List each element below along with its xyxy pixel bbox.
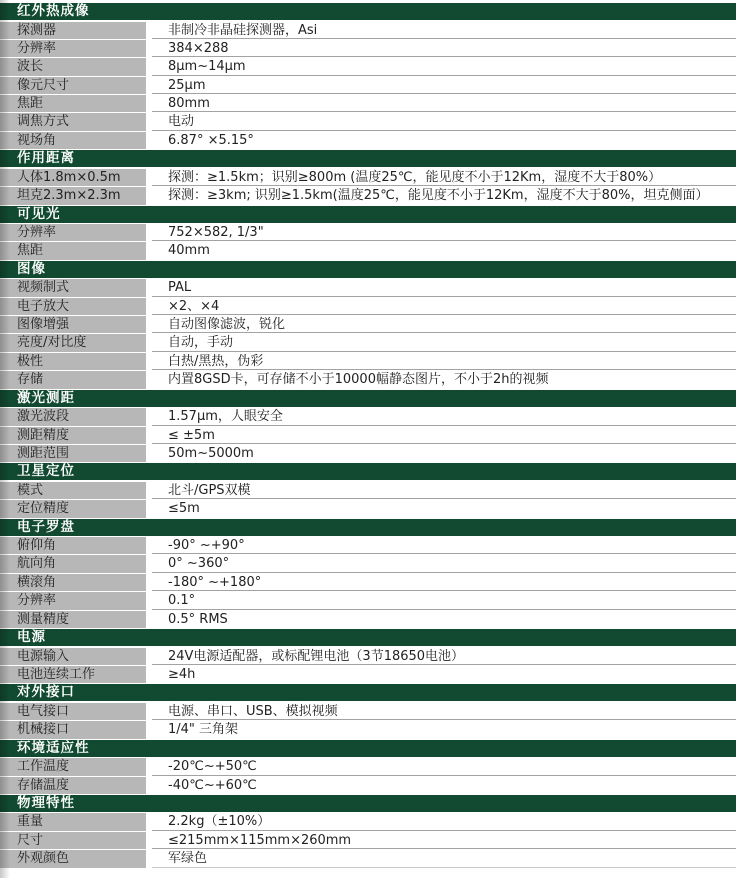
spec-label: 外观颜色 xyxy=(0,850,146,867)
spec-value: 0° ~360° xyxy=(152,555,736,572)
spec-label: 测量精度 xyxy=(0,611,146,628)
spec-value: 1/4" 三角架 xyxy=(168,722,239,738)
spec-label: 坦克2.3m×2.3m xyxy=(0,187,146,204)
spec-section xyxy=(0,3,736,149)
spec-value: -90° ~+90° xyxy=(152,537,736,554)
spec-row xyxy=(0,316,736,333)
section-title: 电子罗盘 xyxy=(17,518,75,535)
section-rows xyxy=(0,169,736,205)
section-header xyxy=(0,629,736,646)
section-rows xyxy=(0,482,736,518)
spec-section xyxy=(0,740,736,794)
spec-label: 分辨率 xyxy=(0,224,146,241)
section-rows xyxy=(0,22,736,150)
section-rows xyxy=(0,279,736,388)
spec-label: 航向角 xyxy=(0,555,146,572)
spec-value: 752×582, 1/3" xyxy=(152,224,736,241)
spec-value: ≤215mm×115mm×260mm xyxy=(152,832,736,849)
spec-row xyxy=(0,408,736,425)
section-header xyxy=(0,795,736,812)
spec-value: 8μm~14μm xyxy=(152,58,736,75)
spec-label: 电气接口 xyxy=(0,703,146,720)
spec-label: 亮度/对比度 xyxy=(0,334,146,351)
spec-label: 波长 xyxy=(0,58,146,75)
spec-row xyxy=(0,187,736,204)
spec-label: 尺寸 xyxy=(0,832,146,849)
spec-label: 分辨率 xyxy=(0,592,146,609)
spec-section xyxy=(0,684,736,738)
section-title: 电源 xyxy=(17,629,46,646)
spec-label: 横滚角 xyxy=(0,574,146,591)
spec-value: -20℃~+50℃ xyxy=(152,758,736,775)
spec-value: ≤5m xyxy=(168,501,200,517)
spec-row xyxy=(0,537,736,554)
spec-value: -180° ~+180° xyxy=(152,574,736,591)
spec-row xyxy=(0,427,736,444)
spec-label: 人体1.8m×0.5m xyxy=(0,169,146,186)
spec-value: ≥4h xyxy=(168,666,196,682)
section-title: 可见光 xyxy=(17,205,61,222)
spec-value: 0.1° xyxy=(152,592,736,609)
spec-label: 视频制式 xyxy=(0,279,146,296)
spec-row xyxy=(0,850,736,867)
spec-value: 2.2kg（±10%） xyxy=(152,813,736,830)
spec-value: 自动，手动 xyxy=(152,334,736,351)
spec-value: 电源、串口、USB、模拟视频 xyxy=(152,703,736,720)
spec-value: 非制冷非晶硅探测器，Asi xyxy=(152,22,736,39)
spec-row xyxy=(0,721,736,738)
spec-row xyxy=(0,298,736,315)
section-title: 对外接口 xyxy=(17,684,75,701)
section-rows xyxy=(0,224,736,260)
section-header xyxy=(0,519,736,536)
spec-value: 6.87° ×5.15° xyxy=(168,132,254,148)
spec-label: 模式 xyxy=(0,482,146,499)
spec-row xyxy=(0,95,736,112)
spec-label: 电源输入 xyxy=(0,648,146,665)
spec-value: 电动 xyxy=(152,113,736,130)
spec-row xyxy=(0,353,736,370)
spec-row xyxy=(0,703,736,720)
spec-section xyxy=(0,463,736,517)
section-header xyxy=(0,463,736,480)
spec-row xyxy=(0,574,736,591)
spec-value: 北斗/GPS双模 xyxy=(152,482,736,499)
section-header xyxy=(0,3,736,20)
spec-value: PAL xyxy=(152,279,736,296)
spec-table xyxy=(0,3,736,868)
spec-label: 调焦方式 xyxy=(0,113,146,130)
spec-row xyxy=(0,279,736,296)
spec-row xyxy=(0,648,736,665)
section-header xyxy=(0,390,736,407)
section-rows xyxy=(0,537,736,628)
spec-row xyxy=(0,500,736,517)
section-header xyxy=(0,261,736,278)
spec-row xyxy=(0,40,736,57)
section-header xyxy=(0,684,736,701)
spec-label: 机械接口 xyxy=(0,721,146,738)
spec-label: 像元尺寸 xyxy=(0,77,146,94)
spec-value: -40℃~+60℃ xyxy=(168,777,257,793)
spec-label: 工作温度 xyxy=(0,758,146,775)
spec-label: 视场角 xyxy=(0,132,146,149)
section-title: 红外热成像 xyxy=(17,3,90,19)
spec-row xyxy=(0,758,736,775)
spec-row xyxy=(0,371,736,388)
spec-section xyxy=(0,390,736,463)
section-rows xyxy=(0,813,736,867)
spec-row xyxy=(0,58,736,75)
spec-value: 0.5° RMS xyxy=(168,611,228,627)
spec-row xyxy=(0,482,736,499)
spec-row xyxy=(0,169,736,186)
section-header xyxy=(0,206,736,223)
spec-value: 80mm xyxy=(152,95,736,112)
spec-row xyxy=(0,777,736,794)
spec-label: 俯仰角 xyxy=(0,537,146,554)
spec-value: 25μm xyxy=(152,77,736,94)
spec-value: 384×288 xyxy=(152,40,736,57)
spec-section xyxy=(0,629,736,683)
spec-value: 24V电源适配器，或标配锂电池（3节18650电池） xyxy=(152,648,736,665)
spec-label: 焦距 xyxy=(0,95,146,112)
spec-row xyxy=(0,132,736,149)
spec-section xyxy=(0,206,736,260)
spec-value: ×2、×4 xyxy=(152,298,736,315)
spec-row xyxy=(0,242,736,259)
spec-label: 分辨率 xyxy=(0,40,146,57)
spec-value: 自动图像滤波，锐化 xyxy=(152,316,736,333)
spec-label: 图像增强 xyxy=(0,316,146,333)
spec-label: 电子放大 xyxy=(0,298,146,315)
spec-row xyxy=(0,832,736,849)
spec-value: ≤ ±5m xyxy=(152,427,736,444)
spec-value: 1.57μm，人眼安全 xyxy=(152,408,736,425)
spec-row xyxy=(0,224,736,241)
spec-row xyxy=(0,77,736,94)
section-title: 图像 xyxy=(17,260,46,277)
spec-section xyxy=(0,150,736,204)
spec-label: 存储温度 xyxy=(0,777,146,794)
spec-row xyxy=(0,592,736,609)
section-rows xyxy=(0,758,736,794)
spec-value: 白热/黑热，伪彩 xyxy=(152,353,736,370)
spec-label: 电池连续工作 xyxy=(0,666,146,683)
spec-section xyxy=(0,795,736,868)
section-header xyxy=(0,740,736,757)
section-rows xyxy=(0,648,736,684)
spec-label: 重量 xyxy=(0,813,146,830)
spec-row xyxy=(0,666,736,683)
section-header xyxy=(0,150,736,167)
spec-value: 探测：≥1.5km；识别≥800m (温度25℃，能见度不小于12Km，湿度不大于80%） xyxy=(152,169,736,186)
section-rows xyxy=(0,703,736,739)
spec-label: 探测器 xyxy=(0,22,146,39)
spec-label: 定位精度 xyxy=(0,500,146,517)
spec-row xyxy=(0,445,736,462)
spec-label: 存储 xyxy=(0,371,146,388)
section-title: 作用距离 xyxy=(17,150,75,167)
spec-value: 50m~5000m xyxy=(168,445,254,461)
section-title: 环境适应性 xyxy=(17,739,90,756)
spec-row xyxy=(0,555,736,572)
spec-value: 40mm xyxy=(168,243,210,259)
spec-row xyxy=(0,334,736,351)
spec-label: 测距精度 xyxy=(0,427,146,444)
spec-label: 激光波段 xyxy=(0,408,146,425)
spec-label: 测距范围 xyxy=(0,445,146,462)
spec-section xyxy=(0,261,736,389)
spec-row xyxy=(0,22,736,39)
spec-value: 探测：≥3km; 识别≥1.5km(温度25℃，能见度不小于12Km，湿度不大于80%，坦克侧面） xyxy=(168,188,709,204)
section-title: 激光测距 xyxy=(17,389,75,406)
section-rows xyxy=(0,408,736,462)
spec-row xyxy=(0,813,736,830)
section-title: 物理特性 xyxy=(17,794,75,811)
spec-section xyxy=(0,519,736,628)
spec-row xyxy=(0,611,736,628)
spec-label: 极性 xyxy=(0,353,146,370)
spec-row xyxy=(0,113,736,130)
spec-value: 内置8GSD卡，可存储不小于10000幅静态图片，不小于2h的视频 xyxy=(168,372,549,388)
spec-value: 军绿色 xyxy=(152,850,736,867)
spec-label: 焦距 xyxy=(0,242,146,259)
section-title: 卫星定位 xyxy=(17,463,75,480)
